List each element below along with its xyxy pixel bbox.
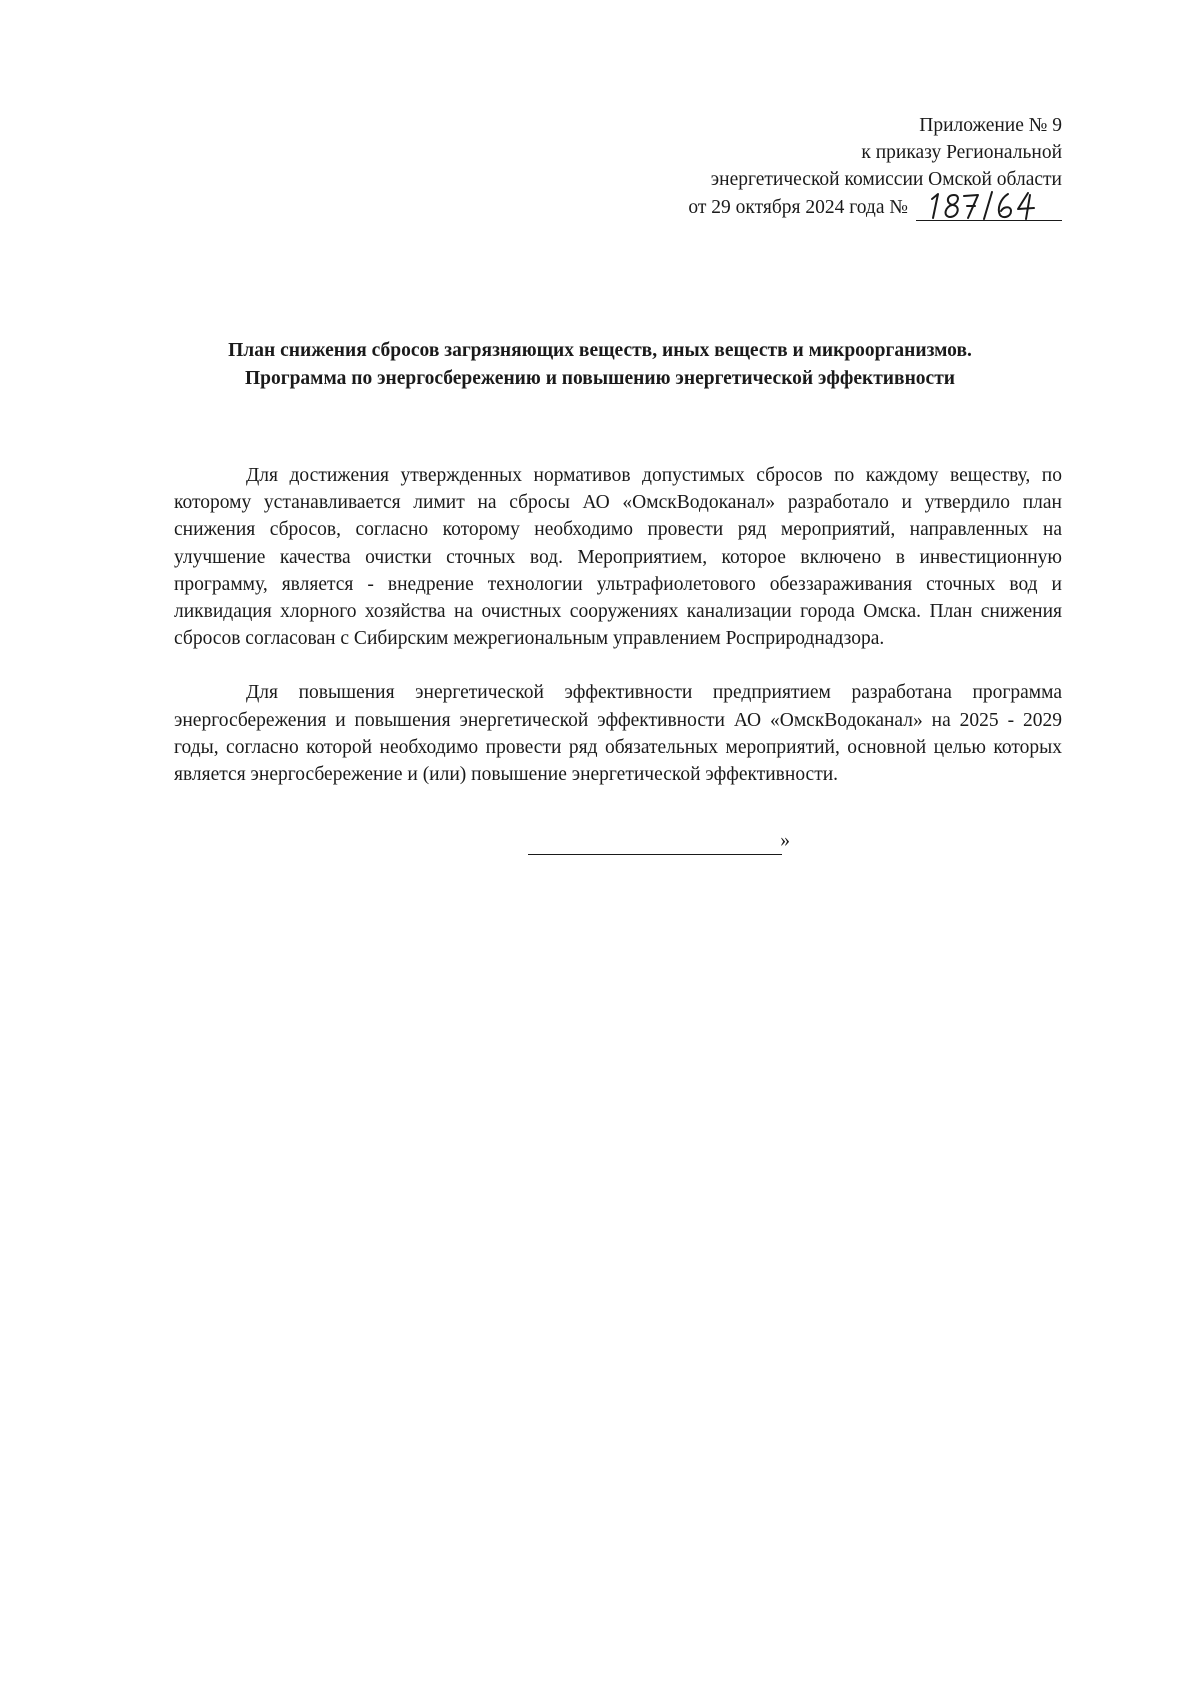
closing-quote: » [780,830,790,851]
order-reference: к приказу Региональной [861,142,1062,163]
handwritten-order-number [916,193,1062,221]
closing-divider [528,854,782,855]
appendix-header [462,112,1062,221]
order-date: от 29 октября 2024 года № [688,197,908,218]
title-line-2: Программа по энергосбережению и повышению энергетической эффективности [244,368,956,389]
handwritten-number-signature [922,187,1052,221]
closing-mark [528,830,790,858]
document-body [174,462,1062,788]
commission-name: энергетической комиссии Омской области [710,169,1062,190]
appendix-number: Приложение № 9 [919,115,1062,136]
order-date-line [462,193,1062,221]
paragraph-discharge-reduction: Для достижения утвержденных нормативов допустимых сбросов по каждому веществу, по которому устанавливается лимит на сбросы АО «ОмскВодоканал» разработало и утвердило план снижения сбросов, согласно которому необходимо провести ряд мероприятий, направленных на улучшение качества очистки сточных вод. Мероприятием, которое включено в инвестиционную программу, является - внедрение технологии ультрафиолетового обеззараживания сточных вод и ликвидация хлорного хозяйства на очистных сооружениях канализации города Омска. План снижения сбросов согласован с Сибирским межрегиональным управлением Росприроднадзора. [174,465,1062,650]
document-title [0,337,1200,393]
title-line-1: План снижения сбросов загрязняющих веществ, иных веществ и микроорганизмов. [228,340,972,361]
paragraph-energy-efficiency: Для повышения энергетической эффективности предприятием разработана программа энергосбережения и повышения энергетической эффективности АО «ОмскВодоканал» на 2025 - 2029 годы, согласно которой необходимо провести ряд обязательных мероприятий, основной целью которых является энергосбережение и (или) повышение энергетической эффективности. [174,682,1062,786]
